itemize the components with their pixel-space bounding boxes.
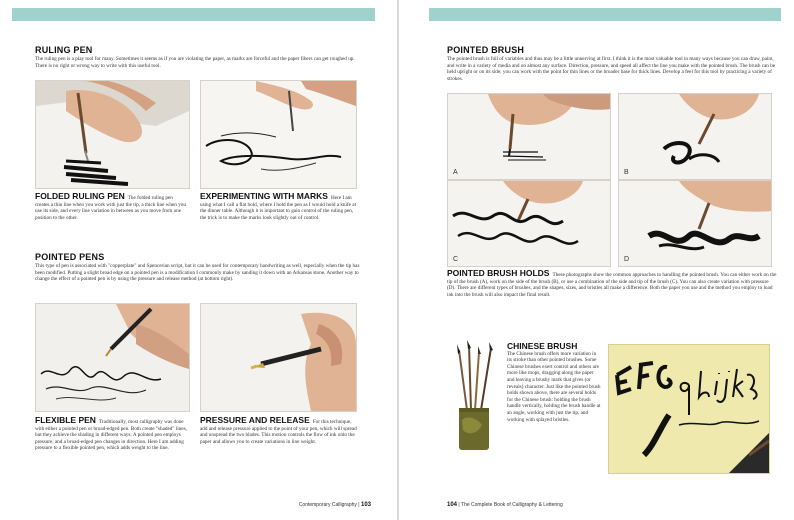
- flexible-pen-text: Traditionally, most calligraphy was done with either a pointed pen or broad-edged pen. Both create "shaded" lines, but they achieve the shading in different ways: A pointed pen employs pressure, and a broad-edged pen changes in direction. Here I am adding pressure to a flexible pointed pen, which adds weight to the line.: [35, 419, 187, 452]
- pointed-pens-text: This type of pen is associated with "copperplate" and Spencerian script, but it can be used for contemporary handwriting as well, especially when the tip has been modified. Putting a slight broad edge on a pointed pen is a modification I commonly make by sanding it down with an Arkansas stone. Another way to change the effect of a pointed pen is by using the pressure and release method (at bottom right).: [35, 263, 360, 283]
- photo-brush-hold-a: [447, 93, 611, 180]
- left-folio-separator: |: [358, 502, 360, 508]
- left-folio: [299, 502, 371, 508]
- right-page-number: 104: [447, 502, 458, 508]
- left-page-number: 103: [360, 502, 371, 508]
- experimenting-heading: EXPERIMENTING WITH MARKS: [200, 191, 328, 201]
- photo-chinese-lettering: [608, 344, 770, 474]
- flexible-pen-block: [35, 417, 188, 452]
- right-folio-title: The Complete Book of Calligraphy & Lettering: [461, 502, 563, 508]
- pressure-release-heading: PRESSURE AND RELEASE: [200, 415, 310, 425]
- folded-ruling-pen-block: [35, 193, 188, 221]
- header-band: [429, 8, 781, 21]
- photo-brush-hold-d: [618, 180, 772, 267]
- right-folio: [447, 502, 563, 508]
- flexible-pen-heading: FLEXIBLE PEN: [35, 415, 96, 425]
- brush-holds-block: [447, 270, 777, 298]
- brush-holds-heading: POINTED BRUSH HOLDS: [447, 268, 550, 278]
- ruling-pen-text: The ruling pen is a play tool for many. Sometimes it seems as if you are violating the paper, as marks are forceful and the paper fibers can get roughed up. There is no right or wrong way to write with this useful tool.: [35, 56, 355, 69]
- experimenting-text: Here I am using what I call a flat hold, where I hold the pen as I would hold a knife at the dinner table. Although it is important to gain control of the ruling pen, the trick is to make the marks look slightly out of control.: [200, 195, 357, 221]
- photo-pressure-release: [200, 303, 357, 412]
- header-band: [12, 8, 375, 21]
- brush-holds-text: These photographs show the common approaches to handling the pointed brush. You can either work on the tip of the brush (A), work on the side of the brush (B), or use a combination of the side and tip of the brush (C). You can also create variation with pressure (D). There are different types of brushes, and the shapes, sizes, and bristles all make a difference. Both the paper you use and the method you employ to load ink into the brush will also impact the final result.: [447, 272, 777, 298]
- folded-ruling-pen-text: The folded ruling pen creates a thin line when you work with just the tip, a thick line when you use its side, and every line variation in between as you move from one position to the other.: [35, 195, 186, 221]
- right-page: [399, 0, 794, 520]
- chinese-brush-heading: CHINESE BRUSH: [507, 341, 578, 351]
- photo-label-c: C: [453, 256, 459, 263]
- photo-folded-ruling-pen: [35, 80, 190, 189]
- photo-label-b: B: [624, 169, 629, 176]
- pressure-release-block: [200, 417, 360, 445]
- photo-label-d: D: [624, 256, 630, 263]
- pointed-brush-text: The pointed brush is full of variables and thus may be a little unnerving at first. I think it is the most valuable tool in many ways because you can draw, paint, and write in a variety of media and on almost any surface. Direction, pressure, and speed all affect the line you make with the pointed brush. The brush can be held upright or on its side; you can work with the point for thin lines or the broader base for thick lines. Develop a feel for this tool by practicing a variety of strokes.: [447, 56, 776, 82]
- chinese-brush-block: [507, 343, 602, 423]
- experimenting-block: [200, 193, 360, 221]
- photo-experimenting-marks: [200, 80, 357, 189]
- chinese-brush-text: The Chinese brush offers more variation in its stroke than other pointed brushes. Some Chinese brushes exert control and others are more like mops, dragging along the paper and leaving a brushy mark that gives (or reveals) character. Just like the pointed brush holds shown above, there are several holds for the Chinese brush: holding the brush handle vertically, holding the brush handle at an angle, working with just the tip, and working with splayed bristles.: [507, 350, 601, 423]
- pressure-release-text: For this technique, add and release pressure applied to the point of your pen, which will spread and unspread the two blades. This motion controls the flow of ink onto the paper and allows you to create variations in line weight.: [200, 419, 357, 445]
- ruling-pen-heading: RULING PEN: [35, 45, 93, 55]
- pointed-pens-heading: POINTED PENS: [35, 252, 105, 262]
- right-folio-separator: |: [458, 502, 460, 508]
- left-folio-title: Contemporary Calligraphy: [298, 502, 357, 508]
- photo-brush-hold-b: [618, 93, 772, 180]
- photo-flexible-pen: [35, 303, 190, 412]
- photo-brush-hold-c: [447, 180, 611, 267]
- pointed-brush-heading: POINTED BRUSH: [447, 45, 525, 55]
- folded-ruling-pen-heading: FOLDED RULING PEN: [35, 191, 125, 201]
- photo-label-a: A: [453, 169, 458, 176]
- photo-chinese-brushes: [447, 340, 502, 452]
